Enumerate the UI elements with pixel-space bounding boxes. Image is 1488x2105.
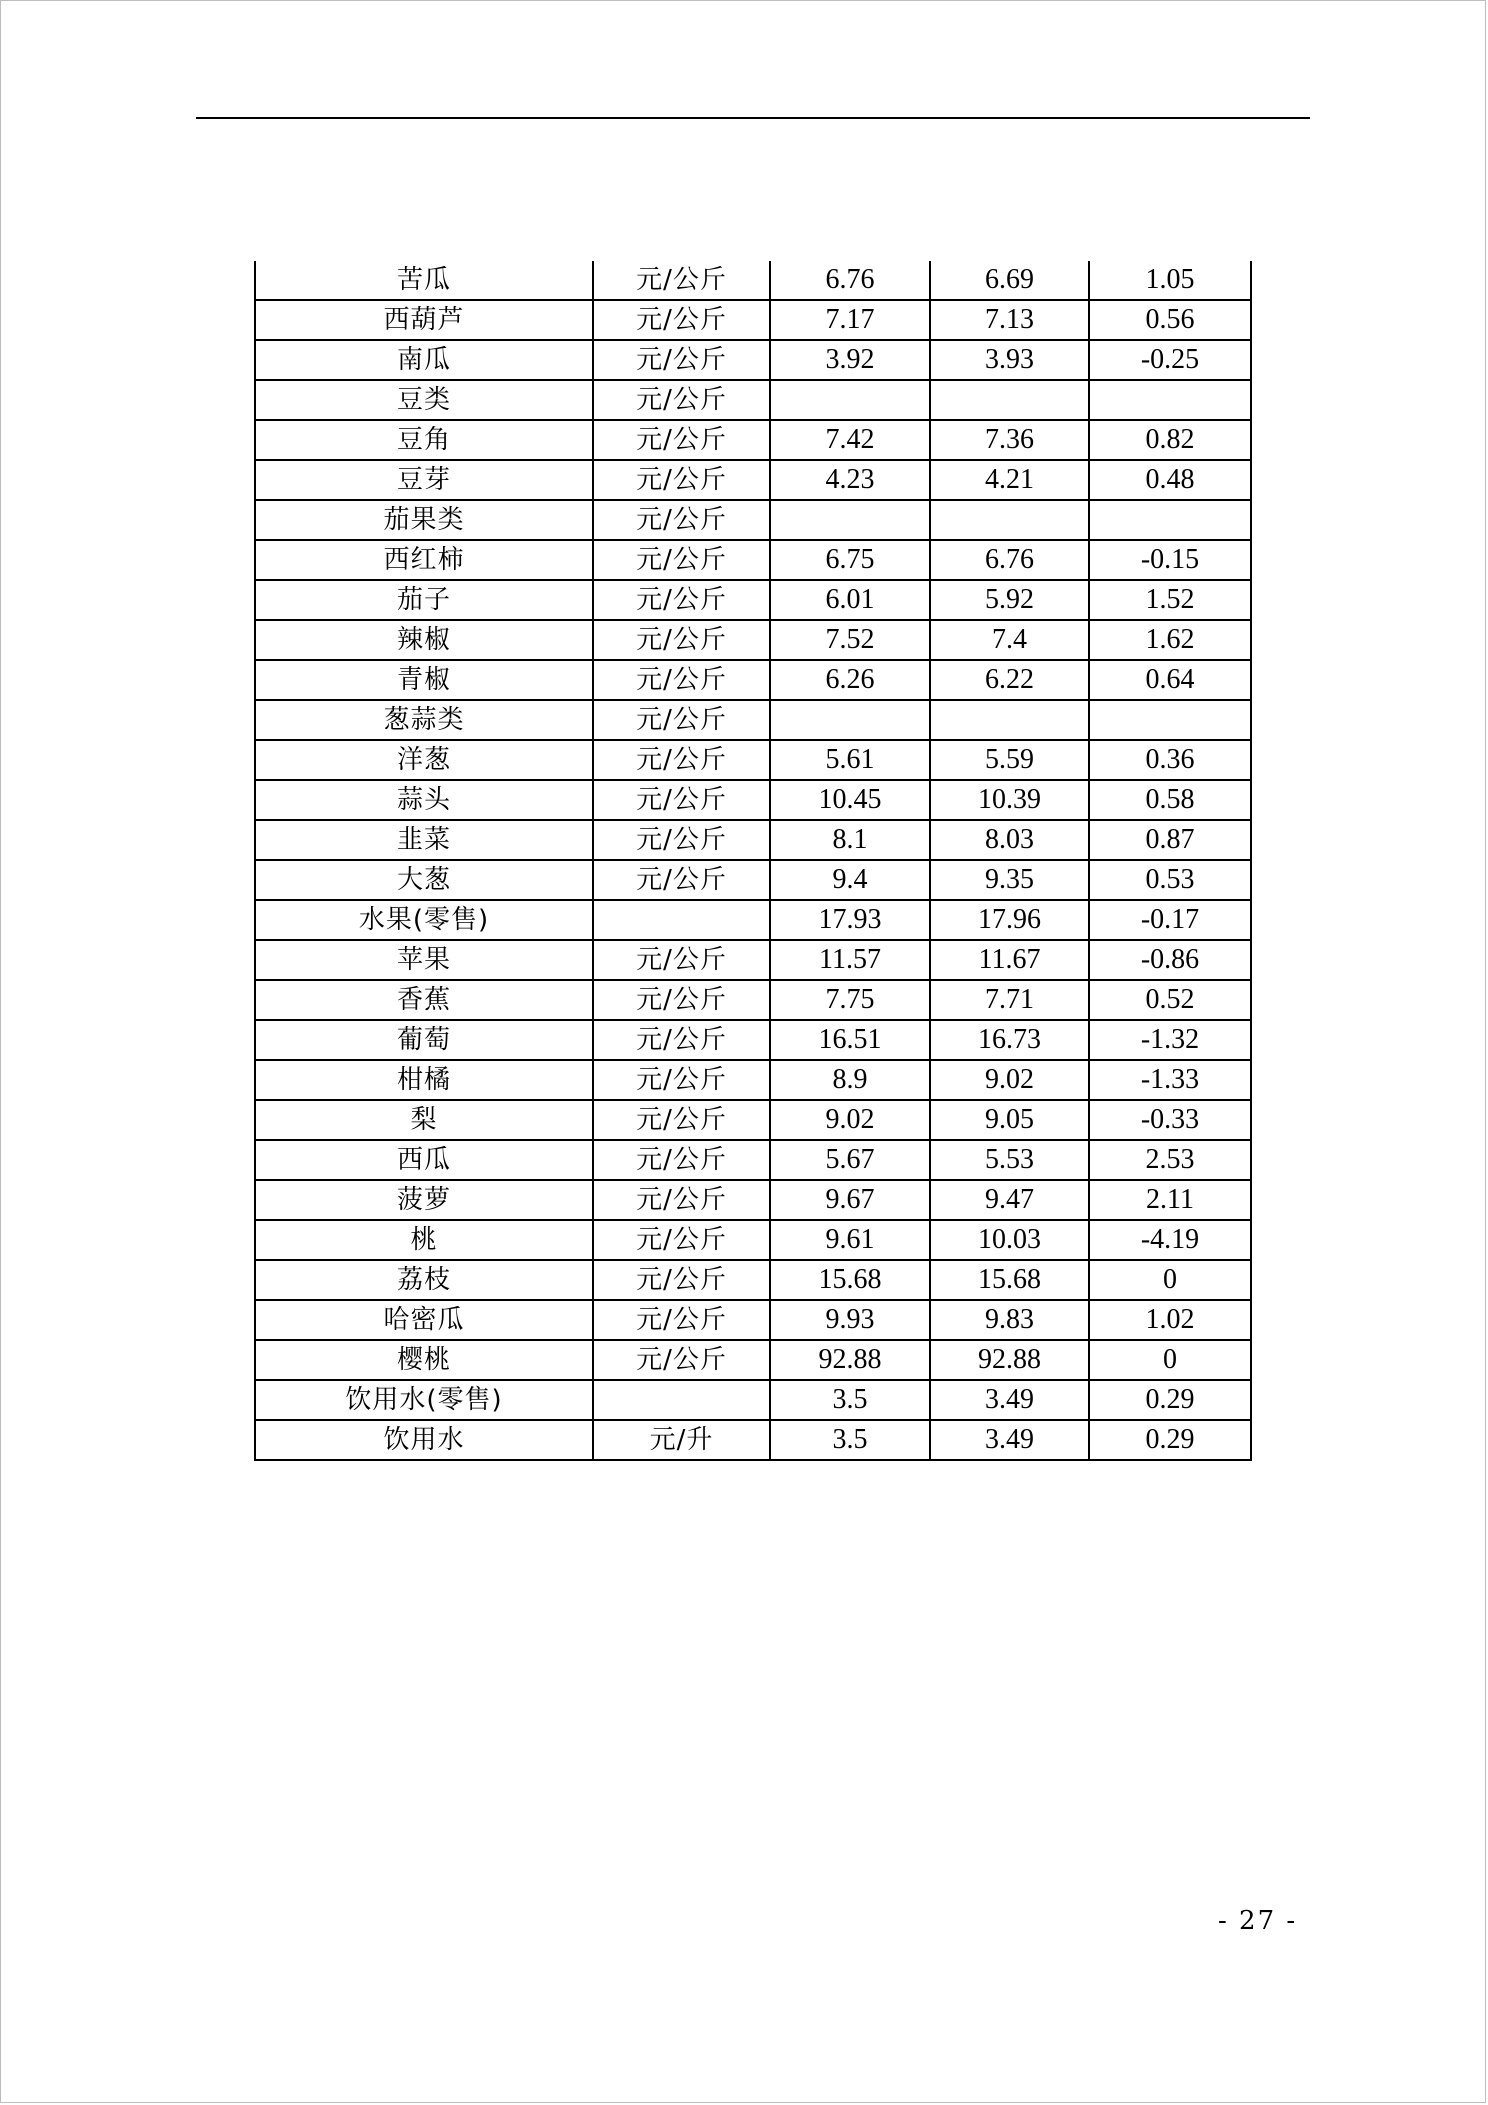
item-unit: 元/公斤 (593, 1020, 770, 1060)
table-row (255, 460, 1251, 500)
item-name: 樱桃 (255, 1340, 593, 1380)
table-row (255, 1140, 1251, 1180)
item-unit: 元/公斤 (593, 500, 770, 540)
change-percent: -0.17 (1089, 900, 1251, 940)
item-name: 菠萝 (255, 1180, 593, 1220)
current-price: 16.51 (770, 1020, 930, 1060)
item-name: 桃 (255, 1220, 593, 1260)
page-number: - 27 - (1218, 1906, 1298, 1936)
table-row (255, 1420, 1251, 1460)
item-unit: 元/公斤 (593, 1140, 770, 1180)
current-price: 6.26 (770, 660, 930, 700)
change-percent: 0.48 (1089, 460, 1251, 500)
item-unit: 元/升 (593, 1420, 770, 1460)
previous-price: 11.67 (930, 940, 1089, 980)
item-unit: 元/公斤 (593, 940, 770, 980)
item-name: 西瓜 (255, 1140, 593, 1180)
change-percent: 2.53 (1089, 1140, 1251, 1180)
table-row (255, 780, 1251, 820)
item-unit: 元/公斤 (593, 580, 770, 620)
change-percent: 0.56 (1089, 300, 1251, 340)
change-percent (1089, 380, 1251, 420)
previous-price: 6.76 (930, 540, 1089, 580)
change-percent: 1.02 (1089, 1300, 1251, 1340)
previous-price: 7.13 (930, 300, 1089, 340)
item-unit: 元/公斤 (593, 540, 770, 580)
item-name: 辣椒 (255, 620, 593, 660)
item-name: 香蕉 (255, 980, 593, 1020)
price-table-body (255, 261, 1251, 1460)
previous-price: 9.47 (930, 1180, 1089, 1220)
table-row (255, 900, 1251, 940)
current-price: 9.93 (770, 1300, 930, 1340)
change-percent: 0.58 (1089, 780, 1251, 820)
change-percent: 0.64 (1089, 660, 1251, 700)
current-price: 4.23 (770, 460, 930, 500)
previous-price: 6.22 (930, 660, 1089, 700)
previous-price: 10.39 (930, 780, 1089, 820)
item-unit: 元/公斤 (593, 1180, 770, 1220)
previous-price: 5.53 (930, 1140, 1089, 1180)
current-price: 92.88 (770, 1340, 930, 1380)
table-row (255, 1380, 1251, 1420)
change-percent: 0.52 (1089, 980, 1251, 1020)
item-unit: 元/公斤 (593, 1220, 770, 1260)
current-price: 7.42 (770, 420, 930, 460)
current-price: 10.45 (770, 780, 930, 820)
item-unit: 元/公斤 (593, 700, 770, 740)
previous-price: 15.68 (930, 1260, 1089, 1300)
previous-price: 9.35 (930, 860, 1089, 900)
item-name: 洋葱 (255, 740, 593, 780)
table-row (255, 580, 1251, 620)
item-name: 饮用水 (255, 1420, 593, 1460)
item-name: 韭菜 (255, 820, 593, 860)
table-row (255, 540, 1251, 580)
current-price: 8.1 (770, 820, 930, 860)
item-unit: 元/公斤 (593, 300, 770, 340)
table-row (255, 500, 1251, 540)
previous-price: 5.59 (930, 740, 1089, 780)
current-price (770, 380, 930, 420)
previous-price: 6.69 (930, 261, 1089, 300)
change-percent: 0.87 (1089, 820, 1251, 860)
current-price: 17.93 (770, 900, 930, 940)
change-percent: 1.62 (1089, 620, 1251, 660)
previous-price: 4.21 (930, 460, 1089, 500)
previous-price: 16.73 (930, 1020, 1089, 1060)
current-price: 9.4 (770, 860, 930, 900)
table-row (255, 1100, 1251, 1140)
change-percent (1089, 700, 1251, 740)
item-name: 青椒 (255, 660, 593, 700)
item-name: 豆芽 (255, 460, 593, 500)
item-name: 豆角 (255, 420, 593, 460)
change-percent: -1.32 (1089, 1020, 1251, 1060)
table-row (255, 1300, 1251, 1340)
item-name: 苦瓜 (255, 261, 593, 300)
item-unit: 元/公斤 (593, 1260, 770, 1300)
current-price: 6.76 (770, 261, 930, 300)
table-row (255, 261, 1251, 300)
change-percent: 0.53 (1089, 860, 1251, 900)
header-rule (196, 117, 1310, 119)
current-price: 7.52 (770, 620, 930, 660)
current-price: 3.5 (770, 1420, 930, 1460)
item-unit: 元/公斤 (593, 820, 770, 860)
table-row (255, 1220, 1251, 1260)
item-name: 葱蒜类 (255, 700, 593, 740)
item-name: 西葫芦 (255, 300, 593, 340)
previous-price (930, 500, 1089, 540)
item-name: 哈密瓜 (255, 1300, 593, 1340)
item-name: 豆类 (255, 380, 593, 420)
item-unit: 元/公斤 (593, 420, 770, 460)
change-percent: -0.86 (1089, 940, 1251, 980)
previous-price: 3.93 (930, 340, 1089, 380)
previous-price: 10.03 (930, 1220, 1089, 1260)
item-name: 荔枝 (255, 1260, 593, 1300)
item-unit: 元/公斤 (593, 380, 770, 420)
table-row (255, 420, 1251, 460)
current-price: 8.9 (770, 1060, 930, 1100)
change-percent: -1.33 (1089, 1060, 1251, 1100)
item-name: 茄子 (255, 580, 593, 620)
change-percent: -4.19 (1089, 1220, 1251, 1260)
item-name: 蒜头 (255, 780, 593, 820)
table-row (255, 380, 1251, 420)
current-price: 3.5 (770, 1380, 930, 1420)
previous-price: 5.92 (930, 580, 1089, 620)
table-row (255, 980, 1251, 1020)
previous-price: 7.36 (930, 420, 1089, 460)
previous-price: 7.71 (930, 980, 1089, 1020)
current-price: 15.68 (770, 1260, 930, 1300)
item-unit (593, 900, 770, 940)
table-row (255, 300, 1251, 340)
table-row (255, 1260, 1251, 1300)
current-price: 6.01 (770, 580, 930, 620)
current-price: 9.02 (770, 1100, 930, 1140)
table-row (255, 740, 1251, 780)
item-unit: 元/公斤 (593, 860, 770, 900)
item-unit: 元/公斤 (593, 460, 770, 500)
item-unit: 元/公斤 (593, 1060, 770, 1100)
change-percent: 0.36 (1089, 740, 1251, 780)
previous-price: 92.88 (930, 1340, 1089, 1380)
table-row (255, 660, 1251, 700)
current-price: 5.67 (770, 1140, 930, 1180)
item-unit (593, 1380, 770, 1420)
previous-price (930, 380, 1089, 420)
change-percent: 1.05 (1089, 261, 1251, 300)
item-unit: 元/公斤 (593, 1340, 770, 1380)
current-price: 3.92 (770, 340, 930, 380)
item-unit: 元/公斤 (593, 340, 770, 380)
current-price: 7.75 (770, 980, 930, 1020)
current-price (770, 700, 930, 740)
item-name: 西红柿 (255, 540, 593, 580)
change-percent: 1.52 (1089, 580, 1251, 620)
change-percent: 0.82 (1089, 420, 1251, 460)
change-percent (1089, 500, 1251, 540)
change-percent: -0.15 (1089, 540, 1251, 580)
item-unit: 元/公斤 (593, 980, 770, 1020)
change-percent: -0.25 (1089, 340, 1251, 380)
table-row (255, 620, 1251, 660)
item-name: 葡萄 (255, 1020, 593, 1060)
item-unit: 元/公斤 (593, 780, 770, 820)
table-row (255, 940, 1251, 980)
item-name: 水果(零售) (255, 900, 593, 940)
change-percent: 0 (1089, 1340, 1251, 1380)
table-row (255, 860, 1251, 900)
current-price: 6.75 (770, 540, 930, 580)
current-price: 7.17 (770, 300, 930, 340)
table-row (255, 1060, 1251, 1100)
item-unit: 元/公斤 (593, 1100, 770, 1140)
table-row (255, 340, 1251, 380)
item-name: 大葱 (255, 860, 593, 900)
table-row (255, 700, 1251, 740)
item-unit: 元/公斤 (593, 740, 770, 780)
previous-price: 9.83 (930, 1300, 1089, 1340)
item-name: 饮用水(零售) (255, 1380, 593, 1420)
item-name: 南瓜 (255, 340, 593, 380)
change-percent: 2.11 (1089, 1180, 1251, 1220)
current-price: 9.61 (770, 1220, 930, 1260)
change-percent: 0.29 (1089, 1380, 1251, 1420)
previous-price: 8.03 (930, 820, 1089, 860)
table-row (255, 1020, 1251, 1060)
item-name: 柑橘 (255, 1060, 593, 1100)
table-row (255, 1340, 1251, 1380)
change-percent: 0.29 (1089, 1420, 1251, 1460)
previous-price: 7.4 (930, 620, 1089, 660)
item-name: 梨 (255, 1100, 593, 1140)
previous-price: 3.49 (930, 1380, 1089, 1420)
previous-price: 3.49 (930, 1420, 1089, 1460)
current-price (770, 500, 930, 540)
previous-price: 17.96 (930, 900, 1089, 940)
item-unit: 元/公斤 (593, 660, 770, 700)
current-price: 11.57 (770, 940, 930, 980)
change-percent: 0 (1089, 1260, 1251, 1300)
previous-price: 9.05 (930, 1100, 1089, 1140)
item-unit: 元/公斤 (593, 261, 770, 300)
current-price: 9.67 (770, 1180, 930, 1220)
price-table (254, 261, 1252, 1461)
item-name: 苹果 (255, 940, 593, 980)
current-price: 5.61 (770, 740, 930, 780)
change-percent: -0.33 (1089, 1100, 1251, 1140)
previous-price (930, 700, 1089, 740)
table-row (255, 1180, 1251, 1220)
item-unit: 元/公斤 (593, 620, 770, 660)
item-unit: 元/公斤 (593, 1300, 770, 1340)
item-name: 茄果类 (255, 500, 593, 540)
previous-price: 9.02 (930, 1060, 1089, 1100)
table-row (255, 820, 1251, 860)
